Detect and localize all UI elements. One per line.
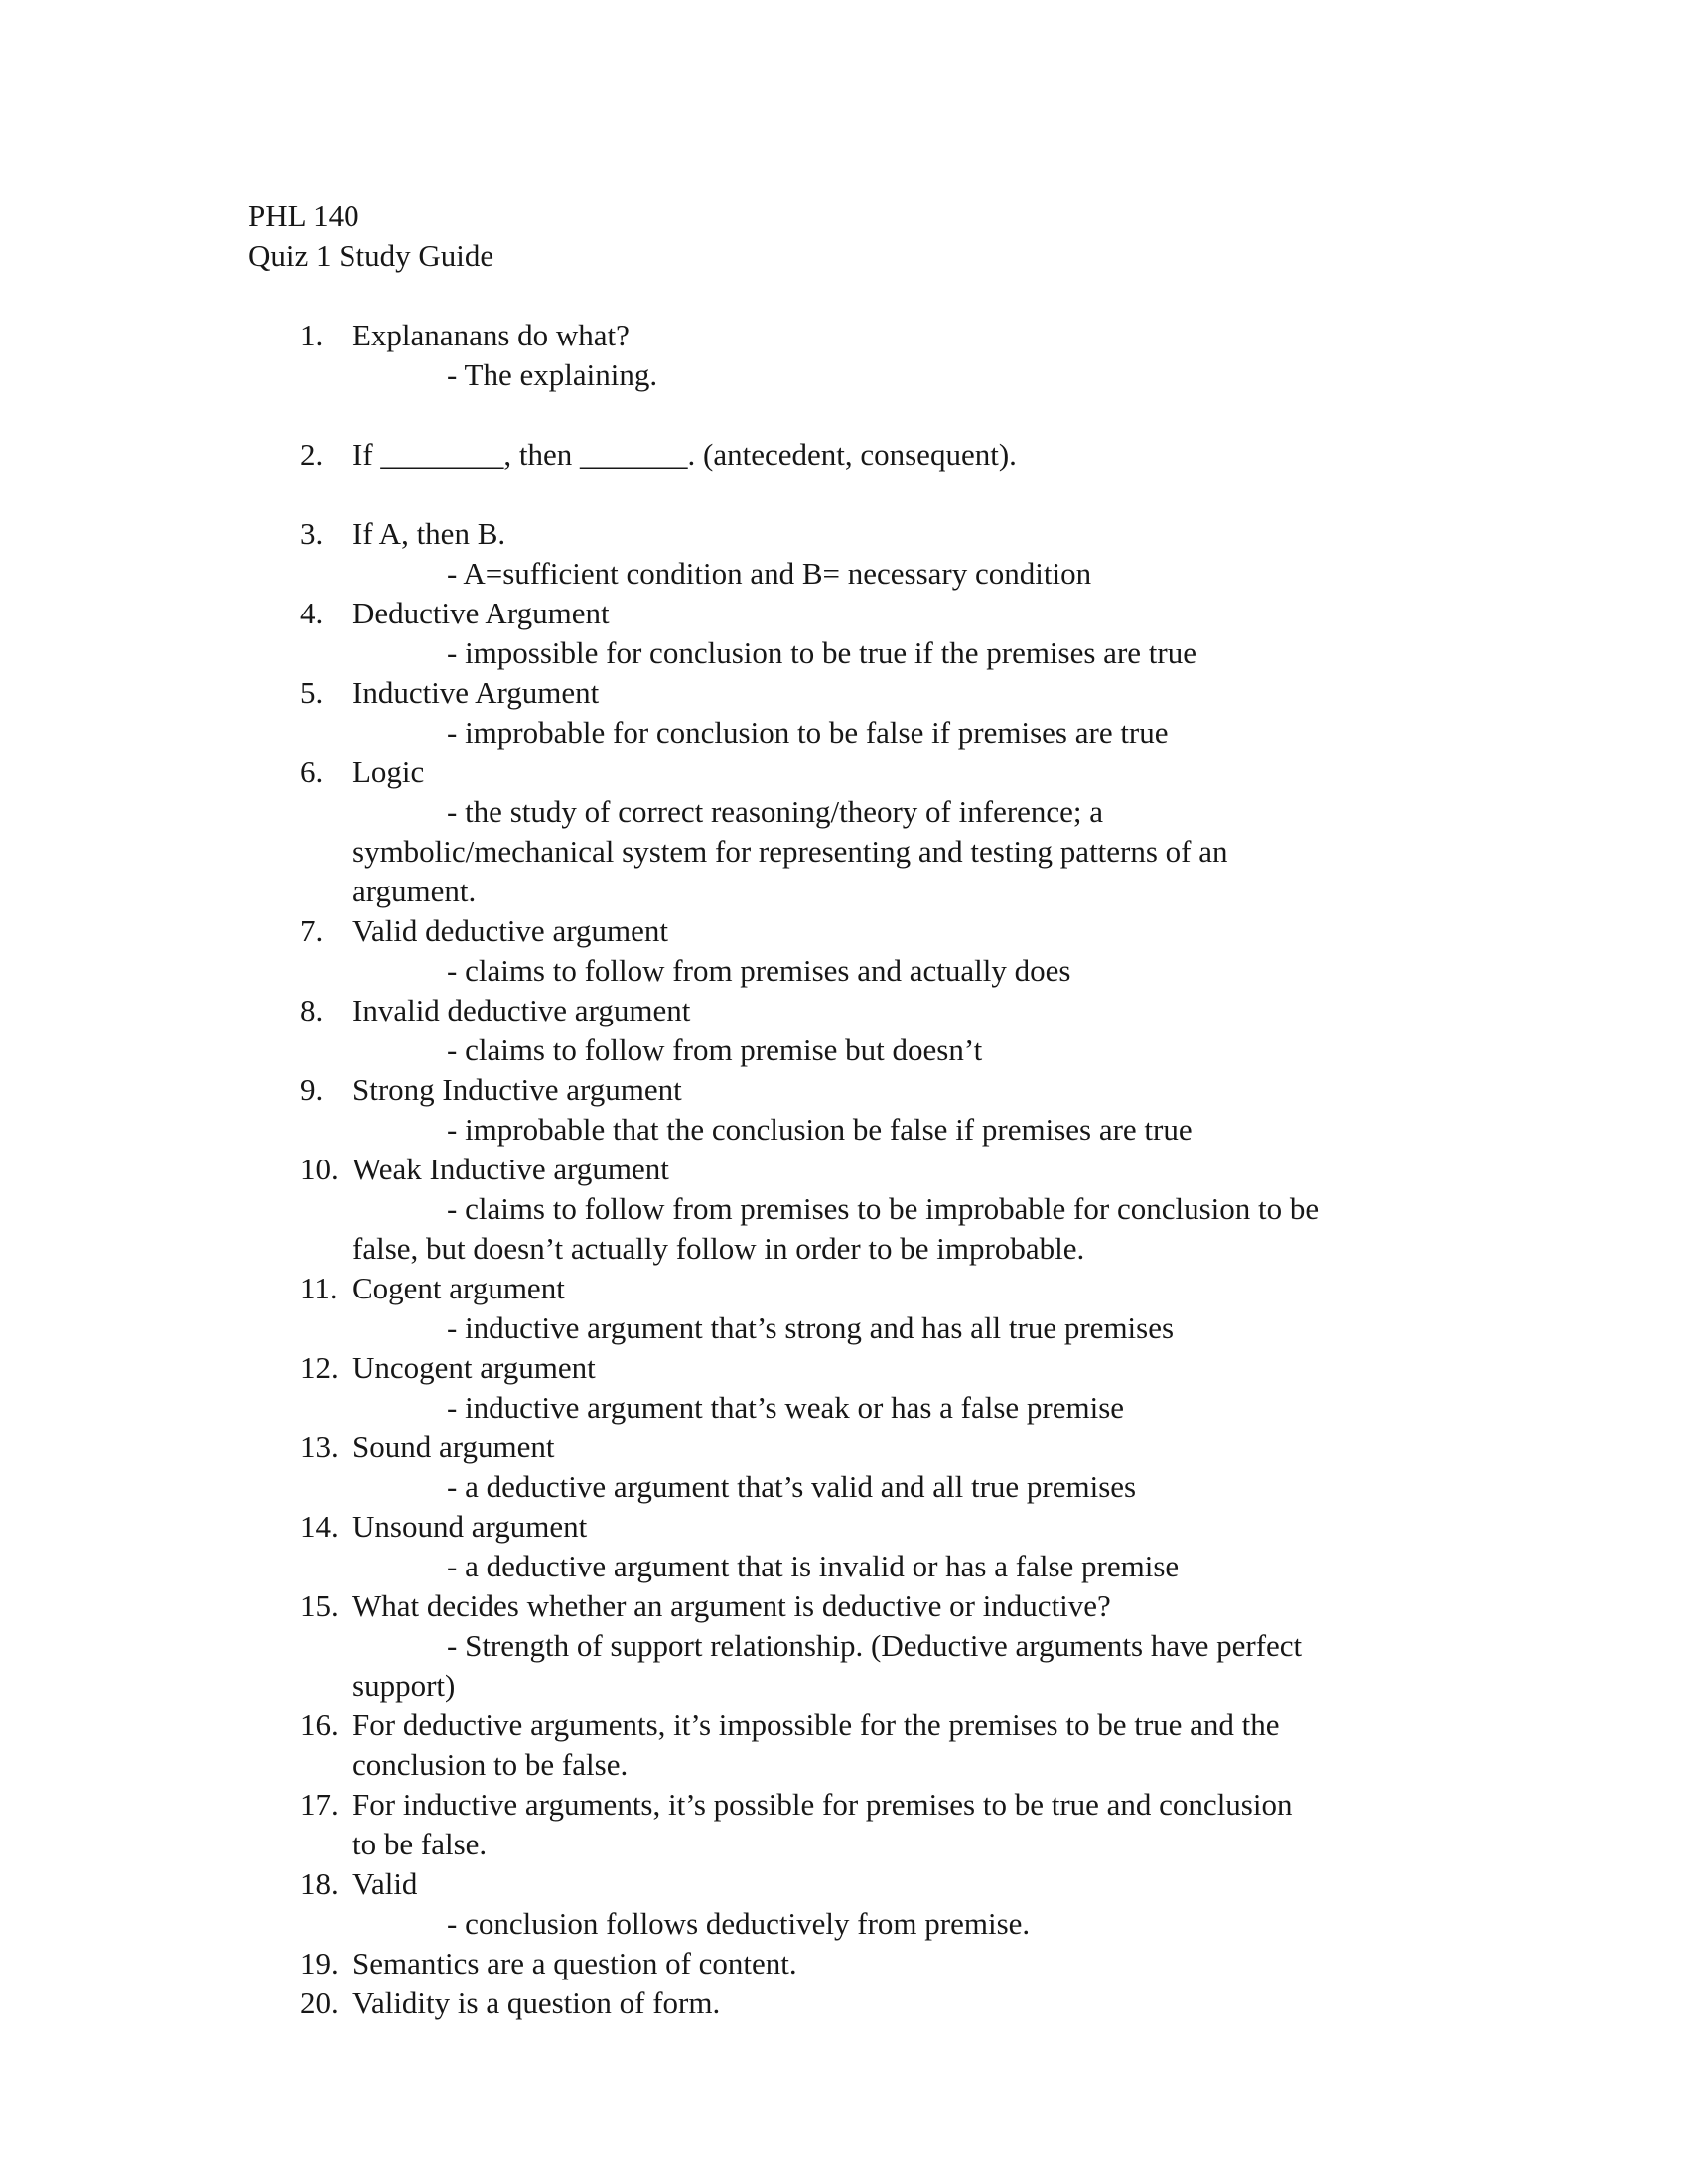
item-text-line — [0, 911, 1688, 951]
item-text: Cogent argument — [352, 1271, 565, 1305]
item-text: Valid deductive argument — [352, 913, 668, 948]
item-text: Unsound argument — [352, 1509, 588, 1544]
definition-line: - Strength of support relationship. (Deductive arguments have perfect — [447, 1628, 1303, 1663]
list-item — [0, 435, 1688, 475]
list-item — [0, 1944, 1688, 1983]
item-text: Logic — [352, 754, 425, 789]
item-number: 13. — [300, 1430, 339, 1464]
document-header — [0, 197, 1688, 276]
item-number: 14. — [300, 1509, 339, 1544]
list-item — [0, 752, 1688, 911]
item-number: 5. — [300, 675, 324, 710]
item-number: 8. — [300, 993, 324, 1027]
item-text-line — [0, 1269, 1688, 1308]
item-text: Strong Inductive argument — [352, 1072, 682, 1107]
item-text-line — [0, 1706, 1688, 1745]
item-text-line — [0, 1150, 1688, 1189]
item-number: 19. — [300, 1946, 339, 1980]
item-text: For deductive arguments, it’s impossible for the premises to be true and the — [352, 1707, 1280, 1742]
item-text: Inductive Argument — [352, 675, 600, 710]
item-text-line — [0, 991, 1688, 1030]
list-item — [0, 1428, 1688, 1507]
list-item — [0, 1507, 1688, 1586]
item-number: 17. — [300, 1787, 339, 1822]
item-number: 12. — [300, 1350, 339, 1385]
item-number: 16. — [300, 1707, 339, 1742]
item-text-line — [0, 1428, 1688, 1467]
list-item — [0, 991, 1688, 1070]
item-number: 9. — [300, 1072, 324, 1107]
item-number: 20. — [300, 1985, 339, 2020]
item-text-line — [0, 752, 1688, 792]
list-item — [0, 1348, 1688, 1428]
list-item — [0, 594, 1688, 673]
item-text-line — [0, 1507, 1688, 1547]
definition-line: - inductive argument that’s strong and has all true premises — [447, 1310, 1175, 1345]
item-text-line — [0, 435, 1688, 475]
list-item — [0, 1864, 1688, 1944]
item-number: 18. — [300, 1866, 339, 1901]
item-text: What decides whether an argument is deductive or inductive? — [352, 1588, 1111, 1623]
list-item — [0, 1269, 1688, 1348]
item-number: 2. — [300, 437, 324, 472]
item-text-line — [0, 316, 1688, 355]
list-item — [0, 1070, 1688, 1150]
definition-line: - impossible for conclusion to be true if the premises are true — [447, 635, 1196, 670]
definition-line: - improbable for conclusion to be false if premises are true — [447, 715, 1169, 750]
item-text-line — [0, 514, 1688, 554]
item-text: Sound argument — [352, 1430, 555, 1464]
study-guide-list — [0, 316, 1688, 2023]
item-text: Semantics are a question of content. — [352, 1946, 797, 1980]
list-item — [0, 1706, 1688, 1785]
list-item — [0, 1150, 1688, 1269]
item-text-line — [0, 1944, 1688, 1983]
item-text-line — [0, 1586, 1688, 1626]
document-content — [0, 197, 1688, 2023]
item-text: Deductive Argument — [352, 596, 610, 630]
item-text: Uncogent argument — [352, 1350, 596, 1385]
list-item — [0, 1785, 1688, 1864]
item-number: 11. — [300, 1271, 338, 1305]
page-title: Quiz 1 Study Guide — [248, 238, 494, 273]
item-number: 1. — [300, 318, 324, 352]
item-number: 15. — [300, 1588, 339, 1623]
item-number: 3. — [300, 516, 324, 551]
item-text: Weak Inductive argument — [352, 1152, 669, 1186]
continuation-line: argument. — [352, 874, 477, 908]
continuation-line: false, but doesn’t actually follow in order to be improbable. — [352, 1231, 1085, 1266]
continuation-line: support) — [352, 1668, 456, 1703]
list-item — [0, 514, 1688, 594]
list-item — [0, 316, 1688, 395]
item-text: Explananans do what? — [352, 318, 630, 352]
definition-line: - claims to follow from premise but doesn’t — [447, 1032, 983, 1067]
definition-line: - claims to follow from premises to be improbable for conclusion to be — [447, 1191, 1320, 1226]
list-item — [0, 673, 1688, 752]
list-item — [0, 911, 1688, 991]
course-code: PHL 140 — [248, 199, 359, 233]
item-text-line — [0, 1785, 1688, 1825]
list-item — [0, 1586, 1688, 1706]
definition-line: - The explaining. — [447, 357, 658, 392]
item-text: If A, then B. — [352, 516, 506, 551]
definition-line: - A=sufficient condition and B= necessary condition — [447, 556, 1092, 591]
definition-line: - a deductive argument that’s valid and all true premises — [447, 1469, 1137, 1504]
item-number: 10. — [300, 1152, 339, 1186]
definition-line: - claims to follow from premises and actually does — [447, 953, 1071, 988]
item-text: For inductive arguments, it’s possible for premises to be true and conclusion — [352, 1787, 1293, 1822]
item-text: Valid — [352, 1866, 418, 1901]
definition-line: - inductive argument that’s weak or has a false premise — [447, 1390, 1125, 1425]
item-text: If ________, then _______. (antecedent, consequent). — [352, 437, 1017, 472]
item-text-line — [0, 1983, 1688, 2023]
item-text: Invalid deductive argument — [352, 993, 691, 1027]
definition-line: - the study of correct reasoning/theory of inference; a — [447, 794, 1104, 829]
list-item — [0, 1983, 1688, 2023]
definition-line: - a deductive argument that is invalid or has a false premise — [447, 1549, 1180, 1583]
item-number: 4. — [300, 596, 324, 630]
item-number: 6. — [300, 754, 324, 789]
item-text-line — [0, 1348, 1688, 1388]
item-text-line — [0, 673, 1688, 713]
item-text-line — [0, 594, 1688, 633]
item-text-line — [0, 1864, 1688, 1904]
item-text: Validity is a question of form. — [352, 1985, 721, 2020]
definition-line: - improbable that the conclusion be false if premises are true — [447, 1112, 1193, 1147]
item-number: 7. — [300, 913, 324, 948]
continuation-line: symbolic/mechanical system for representing and testing patterns of an — [352, 834, 1228, 869]
continuation-line: conclusion to be false. — [352, 1747, 629, 1782]
continuation-line: to be false. — [352, 1827, 488, 1861]
definition-line: - conclusion follows deductively from premise. — [447, 1906, 1031, 1941]
item-text-line — [0, 1070, 1688, 1110]
